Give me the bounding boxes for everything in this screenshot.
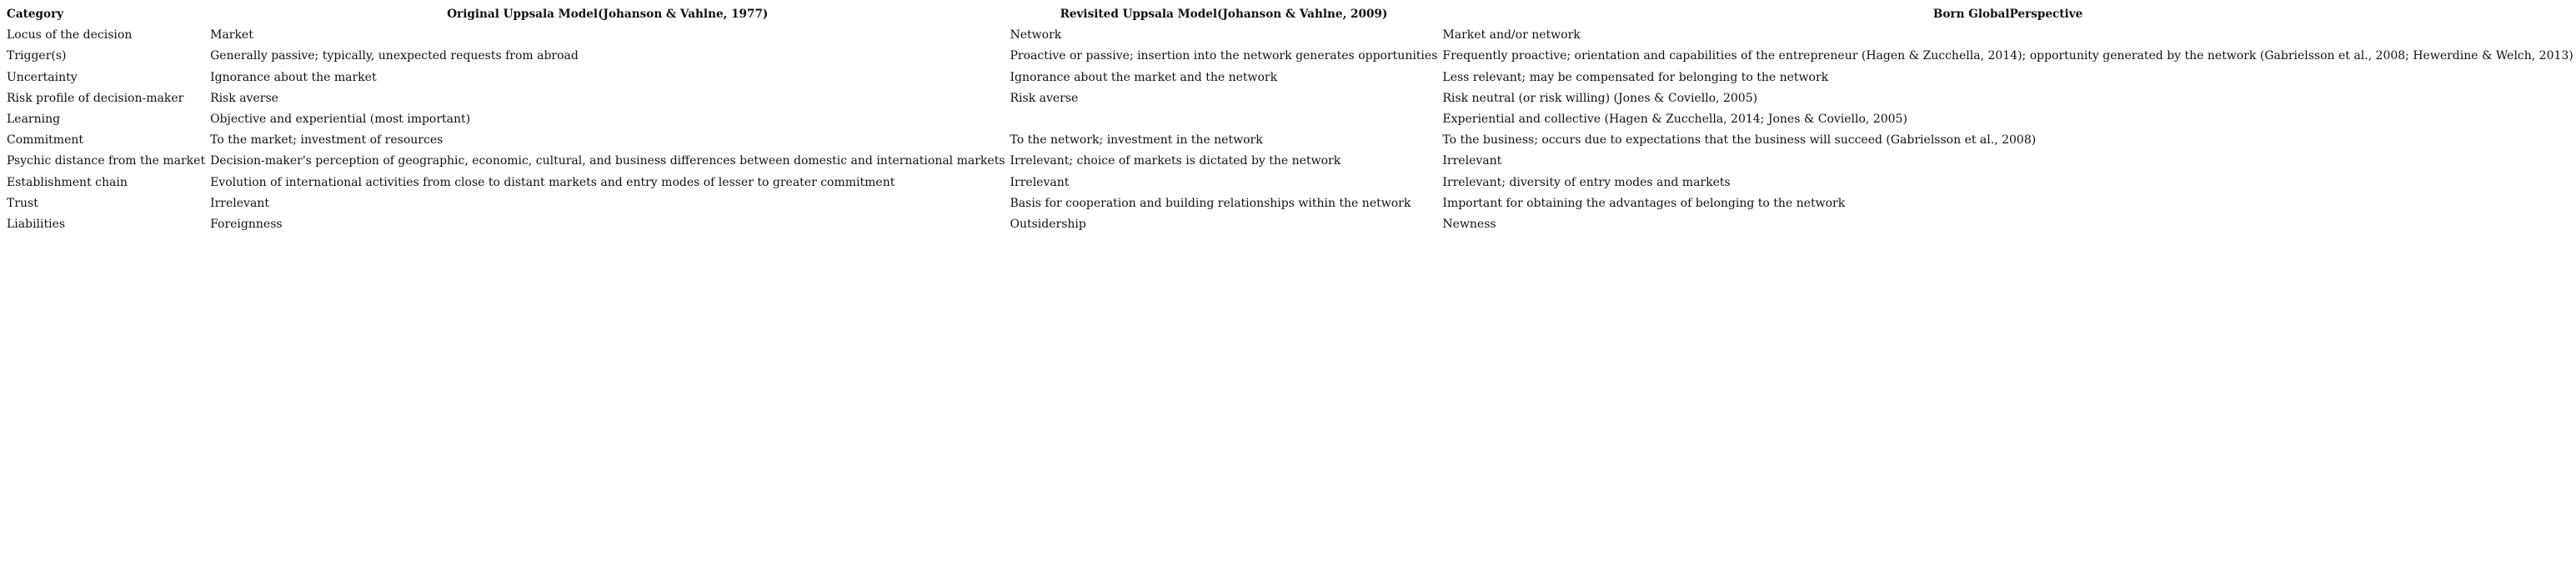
row-born-global: Risk neutral (or risk willing) (Jones & Coviello, 2005) <box>1442 91 1758 105</box>
row-category: Risk profile of decision-maker <box>7 91 184 105</box>
row-category: Uncertainty <box>7 70 78 84</box>
row-original: Ignorance about the market <box>210 70 377 84</box>
table-row <box>4 68 2576 88</box>
table-row <box>4 193 2576 214</box>
header-category: Category <box>7 8 64 21</box>
row-revisited: Network <box>1010 28 1062 43</box>
comparison-table <box>4 4 2576 235</box>
row-original: Evolution of international activities from close to distant markets and entry modes of lesser to greater commitment <box>210 175 895 189</box>
row-original: Market <box>210 28 253 43</box>
table-row <box>4 88 2576 109</box>
row-born-global: Irrelevant; diversity of entry modes and markets <box>1442 175 1731 189</box>
row-original: Risk averse <box>210 91 278 105</box>
row-revisited: Outsidership <box>1010 218 1086 232</box>
row-category: Learning <box>7 113 61 127</box>
table-row <box>4 109 2576 130</box>
row-born-global: Irrelevant <box>1442 154 1502 168</box>
row-category: Locus of the decision <box>7 28 133 43</box>
header-born-global: Born GlobalPerspective <box>1932 8 2083 21</box>
row-revisited: Irrelevant <box>1010 175 1070 189</box>
header-original-uppsala: Original Uppsala Model(Johanson & Vahlne, 1977) <box>447 8 769 21</box>
row-born-global: Important for obtaining the advantages of belonging to the network <box>1442 196 1846 210</box>
row-original: Foreignness <box>210 218 283 232</box>
table-row <box>4 46 2576 67</box>
row-born-global: Experiential and collective (Hagen & Zucchella, 2014; Jones & Coviello, 2005) <box>1442 113 1907 127</box>
row-category: Trust <box>7 196 38 210</box>
table-row <box>4 151 2576 172</box>
row-category: Trigger(s) <box>7 49 67 63</box>
row-original: Objective and experiential (most important) <box>210 113 471 127</box>
table-row <box>4 214 2576 235</box>
row-born-global: Frequently proactive; orientation and capabilities of the entrepreneur (Hagen & Zucchella, 2014); opportunity generated by the network (Gabrielsson et al., 2008; Hewerdine & Welch, 2013) <box>1442 49 2573 63</box>
row-original: Decision-maker's perception of geographic, economic, cultural, and business differences between domestic and international markets <box>210 154 1005 168</box>
row-revisited: To the network; investment in the network <box>1010 133 1263 148</box>
table-row <box>4 25 2576 46</box>
row-category: Commitment <box>7 133 83 148</box>
header-revisited-uppsala: Revisited Uppsala Model(Johanson & Vahlne, 2009) <box>1060 8 1388 21</box>
row-revisited <box>1008 109 1441 130</box>
row-original: Irrelevant <box>210 196 269 210</box>
row-born-global: Less relevant; may be compensated for belonging to the network <box>1442 70 1829 84</box>
row-original: To the market; investment of resources <box>210 133 444 148</box>
row-born-global: Newness <box>1442 218 1496 232</box>
row-revisited: Irrelevant; choice of markets is dictated by the network <box>1010 154 1341 168</box>
row-revisited: Basis for cooperation and building relationships within the network <box>1010 196 1411 210</box>
row-category: Establishment chain <box>7 175 128 189</box>
row-revisited: Ignorance about the market and the network <box>1010 70 1278 84</box>
row-born-global: Market and/or network <box>1442 28 1581 43</box>
table-row <box>4 173 2576 193</box>
row-category: Liabilities <box>7 218 66 232</box>
row-revisited: Risk averse <box>1010 91 1079 105</box>
row-original: Generally passive; typically, unexpected requests from abroad <box>210 49 579 63</box>
table-row <box>4 130 2576 151</box>
row-revisited: Proactive or passive; insertion into the network generates opportunities <box>1010 49 1438 63</box>
row-category: Psychic distance from the market <box>7 154 206 168</box>
table-header-row <box>4 4 2576 25</box>
row-born-global: To the business; occurs due to expectations that the business will succeed (Gabrielsson et al., 2008) <box>1442 133 2037 148</box>
